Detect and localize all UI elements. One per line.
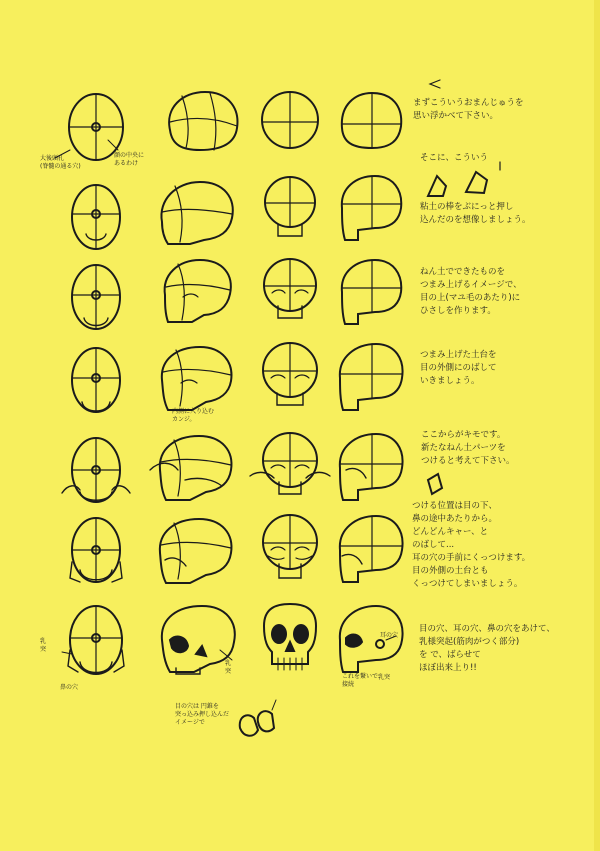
note-4: ねん土でできたものを つまみ上げるイメージで、 目の上(マユ毛のあたり)に ひさしを作ります。 [420,267,522,316]
row4-front-oval [72,348,120,412]
row7-front-skull-finished [264,604,316,670]
row6-front-skull [263,515,317,578]
row2-side-skull [342,176,401,240]
row4-three-quarter-skull [162,347,232,410]
label-brow-center: 顔の中央に あるわけ [114,152,145,167]
row1-front-circle [262,92,318,148]
row3-three-quarter-skull [165,260,231,322]
label-ear-hole: 耳の穴 [380,632,399,639]
note-5: つまみ上げた土台を 目の外側にのばして いきましょう。 [420,350,497,386]
page-edge [594,0,600,851]
row4-front-skull [263,343,317,405]
note-1: まずこういうおまんじゅうを 思い浮かべて下さい。 [413,98,524,121]
row5-three-quarter-skull [150,436,231,500]
row4-side-skull [340,344,403,410]
row3-side-skull [342,260,401,324]
row5-front-skull [250,433,330,494]
label-eye-socket: 大後頭孔 (脊髄の通る穴) [40,155,81,170]
row5-side-skull [340,434,403,500]
eye-cone-sketch [240,700,276,736]
label-nose-hole: 鼻の穴 [60,684,79,691]
row2-three-quarter-skull [161,182,232,244]
note-8: 目の穴、耳の穴、鼻の穴をあけて、 乳様突起(筋肉がつく部分) を で、ばらせて ほぼ出来上り!! [419,624,555,673]
row1-front-oval [55,94,123,160]
row6-side-skull [340,516,403,582]
label-inward: 内側に入り込む カンジ。 [172,408,215,423]
row2-front-skull [265,177,315,236]
note-2: そこに、こういう [420,153,489,163]
row3-front-skull [264,259,316,318]
row7-three-quarter-skull-finished [162,606,235,674]
row6-three-quarter-skull [160,519,232,583]
row5-front-oval [62,438,130,502]
label-eye-cone: 目の穴は 円錐を 突っ込み押し込んだ イメージで [175,703,230,726]
row2-nose-pieces [428,172,487,196]
note-3: 粘土の棒をぶにっと押し 込んだのを想像しましょう。 [420,202,531,225]
label-mastoid-mid: 乳 突 [225,660,232,675]
note-6: ここからがキモです。 新たなねん土パーツを つけると考えて下さい。 [421,430,515,466]
label-mastoid-right: 乳突 [378,674,391,681]
row6-front-oval [70,518,122,582]
row1-three-quarter-blob [169,92,237,150]
row1-side-blob [342,93,401,148]
row3-front-oval [72,265,120,329]
label-join: これを繋いで 接続 [342,673,379,688]
label-mastoid-left: 乳 突 [40,638,47,653]
note-7: つける位置は目の下、 鼻の途中あたりから。 どんどんキャー、と のばして... 耳の穴の手前にくっつけます。 目の外側の土台とも くっつけてしまいましょう。 [412,501,531,589]
row2-front-oval-jaw [72,185,120,249]
row7-front-skull-labeled [62,606,124,674]
cheekbone-piece [428,474,442,494]
